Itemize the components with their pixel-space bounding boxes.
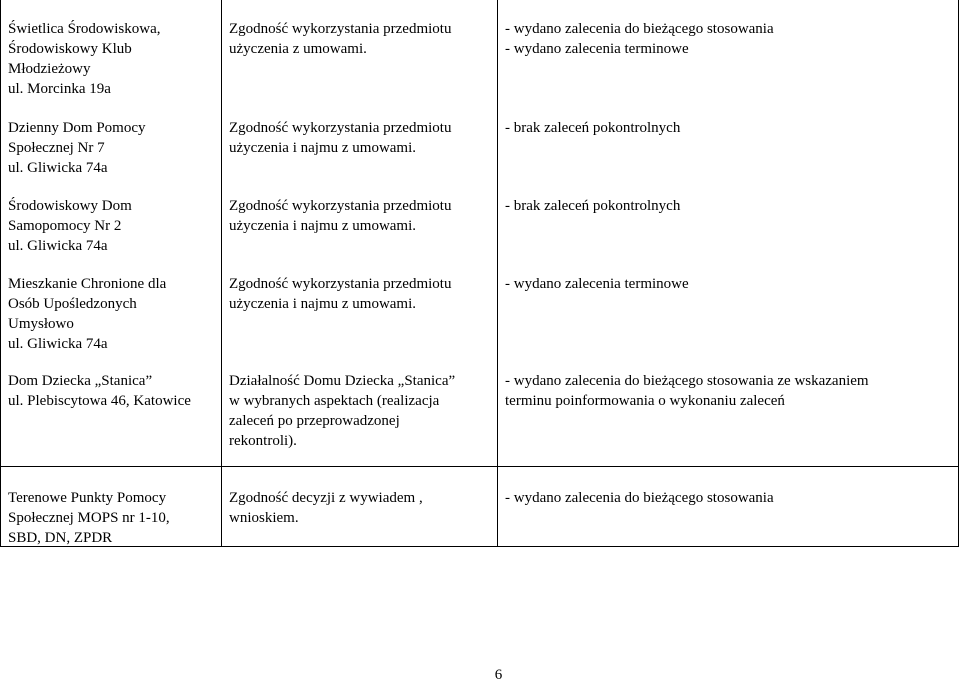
row-5-result: - wydano zalecenia do bieżącego stosowania ze wskazaniem terminu poinformowania o wykonaniu zaleceń xyxy=(505,373,869,409)
row-1-unit: Świetlica Środowiskowa, Środowiskowy Klub Młodzieżowy ul. Morcinka 19a xyxy=(8,21,161,97)
row-3-unit: Środowiskowy Dom Samopomocy Nr 2 ul. Gliwicka 74a xyxy=(8,198,132,254)
row-1-result: - wydano zalecenia do bieżącego stosowania - wydano zalecenia terminowe xyxy=(505,21,774,57)
row-4-unit: Mieszkanie Chronione dla Osób Upośledzonych Umysłowo ul. Gliwicka 74a xyxy=(8,276,167,352)
row-3-scope: Zgodność wykorzystania przedmiotu użyczenia i najmu z umowami. xyxy=(229,198,452,234)
column-divider-2 xyxy=(497,0,498,547)
row-6-unit: Terenowe Punkty Pomocy Społecznej MOPS nr 1-10, SBD, DN, ZPDR xyxy=(8,490,170,546)
row-2-unit: Dzienny Dom Pomocy Społecznej Nr 7 ul. Gliwicka 74a xyxy=(8,120,146,176)
column-divider-1 xyxy=(221,0,222,547)
row-4-result: - wydano zalecenia terminowe xyxy=(505,276,689,292)
table-border-left xyxy=(0,0,1,547)
row-1-scope: Zgodność wykorzystania przedmiotu użyczenia z umowami. xyxy=(229,21,452,57)
row-2-scope: Zgodność wykorzystania przedmiotu użyczenia i najmu z umowami. xyxy=(229,120,452,156)
row-5-unit: Dom Dziecka „Stanica” ul. Plebiscytowa 46, Katowice xyxy=(8,373,191,409)
row-divider xyxy=(0,466,959,467)
row-6-result: - wydano zalecenia do bieżącego stosowania xyxy=(505,490,774,506)
row-4-scope: Zgodność wykorzystania przedmiotu użyczenia i najmu z umowami. xyxy=(229,276,452,312)
row-2-result: - brak zaleceń pokontrolnych xyxy=(505,120,681,136)
table-border-right xyxy=(958,0,959,547)
row-6-scope: Zgodność decyzji z wywiadem , wnioskiem. xyxy=(229,490,423,526)
row-3-result: - brak zaleceń pokontrolnych xyxy=(505,198,681,214)
page-number: 6 xyxy=(494,667,503,683)
row-5-scope: Działalność Domu Dziecka „Stanica” w wybranych aspektach (realizacja zaleceń po przeprowadzonej rekontroli). xyxy=(229,373,456,449)
table-border-bottom xyxy=(0,546,959,547)
